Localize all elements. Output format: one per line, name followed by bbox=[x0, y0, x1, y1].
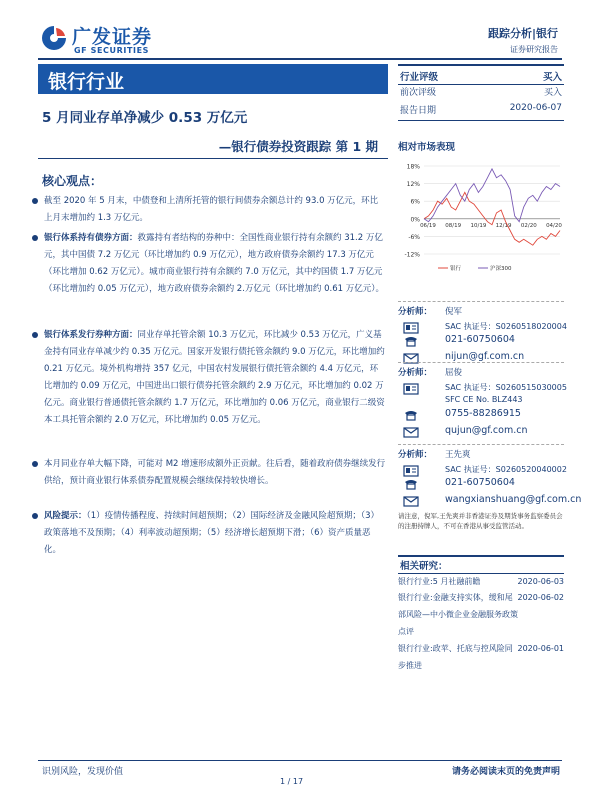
bullet-icon bbox=[32, 198, 38, 204]
chart-y-tick-label: -6% bbox=[408, 233, 420, 241]
footer-divider bbox=[38, 760, 562, 761]
analyst-role: 分析师： bbox=[398, 450, 433, 460]
industry-title: 银行行业 bbox=[48, 71, 125, 93]
header-divider bbox=[38, 58, 562, 60]
id-card-icon bbox=[403, 322, 419, 334]
rating-divider bbox=[398, 120, 564, 121]
analyst-contact[interactable]: nijun@gf.com.cn bbox=[445, 351, 525, 362]
chart-series-line-1 bbox=[424, 169, 560, 222]
analyst-divider bbox=[398, 301, 564, 303]
report-subtitle: —银行债券投资跟踪 第 1 期 bbox=[218, 139, 378, 154]
bullet-icon bbox=[32, 461, 38, 467]
id-card-icon bbox=[403, 383, 419, 395]
relative-performance-chart bbox=[398, 160, 564, 276]
analyst-role: 分析师： bbox=[398, 368, 433, 378]
chart-legend-label: 银行 bbox=[450, 266, 462, 272]
core-para-3: 银行体系发行券种方面：同业存单托管余额 10.3 万亿元，环比减少 0.53 万亿元，广义基金持有同业存单减少约 0.35 万亿元。国家开发银行债托管余额约 9.0 万亿元，环比增加约 0.21 万亿元。境外机构增持 357 亿元，中国农村发展银行债托管余额约 4.4 万亿元，环比增加约 0.09 万亿元，中国进出口银行债券托管余额约 2.9 万亿元，环比增加约 0.02 万亿元。商业银行普通债托管余额约 1.7 万亿元，环比增加约 0.06 万亿元，商业银行二级资本工具托管余额约 2.0 万亿元，环比增加约 0.05 万亿元。 bbox=[44, 327, 386, 430]
report-title: 5 月同业存单净减少 0.53 万亿元 bbox=[42, 110, 248, 126]
analyst-name: 王先爽 bbox=[445, 450, 471, 460]
logo-text-cn: 广发证券 bbox=[72, 26, 153, 48]
analyst-contact: SAC 执证号：S0260518020004 bbox=[445, 322, 567, 331]
analyst-name: 倪军 bbox=[445, 307, 463, 317]
chart-y-tick-label: 0% bbox=[410, 216, 420, 224]
report-type: 跟踪分析|银行 bbox=[487, 27, 558, 40]
report-date-value: 2020-06-07 bbox=[509, 103, 562, 113]
bullet-icon bbox=[32, 235, 38, 241]
analyst-contact: SAC 执证号：S0260515030005 bbox=[445, 383, 567, 392]
logo-text-en: GF SECURITIES bbox=[74, 46, 150, 55]
analyst-contact: 021-60750604 bbox=[445, 477, 515, 488]
related-item[interactable]: 银行行业:5 月社融前瞻 2020-06-03 bbox=[398, 577, 564, 586]
core-para-1: 截至 2020 年 5 月末，中债登和上清所托管的银行间债券余额总计约 93.0 万亿元，环比上月末增加约 1.3 万亿元。 bbox=[44, 193, 386, 227]
prev-rating-value: 买入 bbox=[543, 88, 562, 98]
page-number: 1 / 17 bbox=[280, 777, 304, 786]
bullet-icon bbox=[32, 332, 38, 338]
core-views-title: 核心观点： bbox=[42, 174, 103, 188]
related-research-header bbox=[398, 555, 564, 574]
analyst-divider bbox=[398, 444, 564, 446]
rating-header bbox=[398, 64, 564, 85]
company-logo bbox=[40, 22, 180, 56]
core-para-4: 本月同业存单大幅下降，可能对 M2 增速形成额外正贡献。往后看，随着政府债券继续发行供给，预计商业银行体系债券配置规模会继续保持较快增长。 bbox=[44, 456, 386, 490]
chart-x-tick-label: 06/19 bbox=[420, 222, 436, 229]
analyst-contact[interactable]: qujun@gf.com.cn bbox=[445, 425, 528, 436]
id-card-icon bbox=[403, 465, 419, 477]
footer-slogan: 识别风险，发现价值 bbox=[42, 767, 124, 777]
analyst-contact: SAC 执证号：S0260520040002 bbox=[445, 465, 567, 474]
title-divider bbox=[38, 158, 388, 159]
analyst-contact: SFC CE No. BLZ443 bbox=[445, 395, 523, 404]
rating-value: 买入 bbox=[542, 72, 562, 83]
chart-y-tick-label: -12% bbox=[404, 251, 420, 259]
bullet-icon bbox=[32, 513, 38, 519]
core-para-5: 风险提示：（1）疫情传播程度、持续时间超预期；（2）国际经济及金融风险超预期；（3）政策落地不及预期；（4）利率波动超预期；（5）经济增长超预期下滑；（6）资产质量恶化。 bbox=[44, 508, 386, 559]
analyst-contact: 0755-88286915 bbox=[445, 408, 521, 419]
prev-rating-label: 前次评级 bbox=[400, 88, 437, 98]
phone-icon bbox=[403, 409, 419, 421]
rating-label: 行业评级 bbox=[400, 72, 439, 83]
analyst-divider bbox=[398, 362, 564, 364]
chart-legend-label: 沪深300 bbox=[490, 266, 512, 272]
analyst-role: 分析师： bbox=[398, 307, 433, 317]
related-item[interactable]: 银行行业:金融支持实体，缓和尾部风险—中小微企业金融服务政策点评 2020-06-02 bbox=[398, 593, 564, 636]
phone-icon bbox=[403, 478, 419, 490]
analyst-contact: 021-60750604 bbox=[445, 334, 515, 345]
analyst-name: 屈俊 bbox=[445, 368, 463, 378]
report-category: 证券研究报告 bbox=[510, 45, 558, 54]
chart-y-tick-label: 12% bbox=[406, 181, 420, 189]
chart-y-tick-label: 6% bbox=[410, 198, 420, 206]
mail-icon bbox=[403, 495, 419, 507]
chart-x-tick-label: 10/19 bbox=[470, 222, 487, 229]
logo-mark-icon bbox=[40, 24, 68, 52]
chart-x-tick-label: 04/20 bbox=[546, 222, 562, 229]
chart-y-tick-label: 18% bbox=[406, 163, 420, 171]
core-para-2: 银行体系持有债券方面：救露持有者结构的券种中：全国性商业银行持有余额约 31.2 万亿元，其中国债 7.2 万亿元（环比增加约 0.9 万亿元），地方政府债券余额约 17.3 万亿元（环比增加 0.62 万亿元）。城市商业银行持有余额约 7.0 万亿元，其中约国债 1.7 万亿元（环比增加约 0.05 万亿元），地方政府债券余额约 2.万亿元（环比增加约 0.61 万亿元）。 bbox=[44, 230, 386, 298]
chart-x-tick-label: 08/19 bbox=[445, 222, 462, 229]
phone-icon bbox=[403, 335, 419, 347]
related-research-title: 相关研究： bbox=[400, 561, 448, 572]
market-performance-title: 相对市场表现 bbox=[398, 142, 456, 153]
related-item[interactable]: 银行行业:政苹、托底与控风险同步推进 2020-06-01 bbox=[398, 644, 564, 670]
analyst-contact[interactable]: wangxianshuang@gf.com.cn bbox=[445, 494, 582, 505]
chart-x-tick-label: 02/20 bbox=[520, 222, 537, 229]
chart-x-tick-label: 12/19 bbox=[495, 222, 512, 229]
report-date-label: 报告日期 bbox=[400, 106, 437, 116]
footer-disclaimer: 请务必阅读末页的免责声明 bbox=[451, 767, 560, 777]
disclaimer-note: 请注意，倪军,王先爽并非香港证券及期货事务监察委员会的注册持牌人，不可在香港从事受监管活动。 bbox=[398, 512, 563, 530]
mail-icon bbox=[403, 426, 419, 438]
